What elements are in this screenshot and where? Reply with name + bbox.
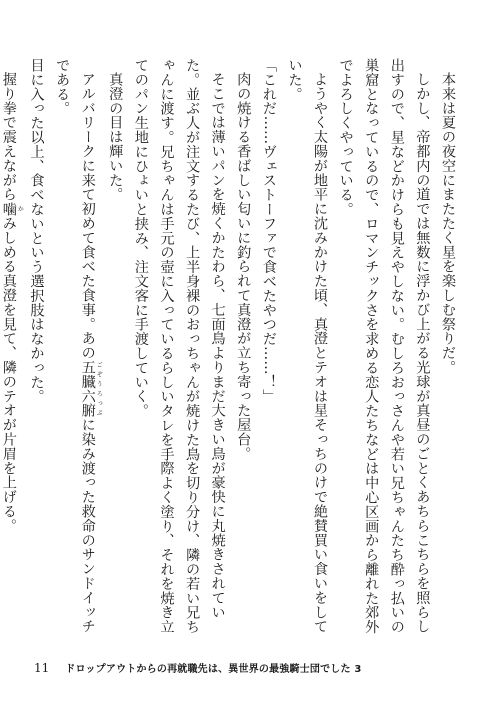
running-title: ドロップアウトからの再就職先は、異世界の最強騎士団でした 3 [65,664,362,675]
ruby-prefix: アルバリークに来て初めて食べた食事。あの [79,72,96,361]
ruby-suffix: みしめる真澄を見て、隣のテオが片眉を上げる。 [0,216,17,534]
paragraph: 真澄の目は輝いた。 [107,72,124,202]
ruby-prefix: 握り拳で震えながら [0,72,17,202]
paragraph-with-ruby [49,58,102,645]
dialogue-paragraph: 「これだ……ヴェストーファで食べたやつだ……！」 [260,58,277,404]
paragraph: ようやく太陽が地平に沈みかけた頃、真澄とテオは星そっちのけで絶賛買い食いをしていた。 [286,58,329,634]
ruby-base: 五臓六腑 [79,360,96,418]
paragraph: しかし、帝都内の道では無数に浮かび上がる光球が真昼のごとくあちらこちらを照らし出すので、星などかけらも見えやしない。むしろおっさんや若い兄ちゃんたち酔っ払いの巣窟となっているので、ロマンチックさを求める恋人たちなどは中心区画から離れた郊外でよろしくやっている。 [337,58,431,634]
body-text [0,58,460,645]
paragraph: 目に入った以上、食べないという選択肢はなかった。 [28,58,45,404]
ruby-kamu [0,201,24,217]
paragraph: そこでは薄いパンを焼くかたわら、七面鳥よりまだ大きい鳥が豪快に丸焼きされていた。並ぶ人が注文するたび、上半身裸のおっちゃんが焼けた鳥を切り分け、隣の若い兄ちゃんに渡す。兄ちゃんは手元の壺に入っているらしいタレを手際よく塗り、それを焼き立てのパン生地にひょいと挟み、注文客に手渡していく。 [132,58,226,634]
ruby-base: 噛 [0,201,17,217]
page-footer [34,660,362,675]
paragraph: 本来は夏の夜空にまたたく星を楽しむ祭りだ。 [440,72,456,375]
ruby-reading: ごぞうろっぷ [95,360,103,418]
page-number: 11 [34,661,50,675]
paragraph-with-ruby [0,58,23,645]
ruby-gozoroppu [79,360,103,418]
ruby-suffix: に染み渡った救命のサンドイッチである。 [54,58,96,634]
ruby-reading: か [16,201,24,217]
paragraph: 肉の焼ける香ばしい匂いに釣られて真澄が立ち寄った屋台。 [235,72,252,461]
